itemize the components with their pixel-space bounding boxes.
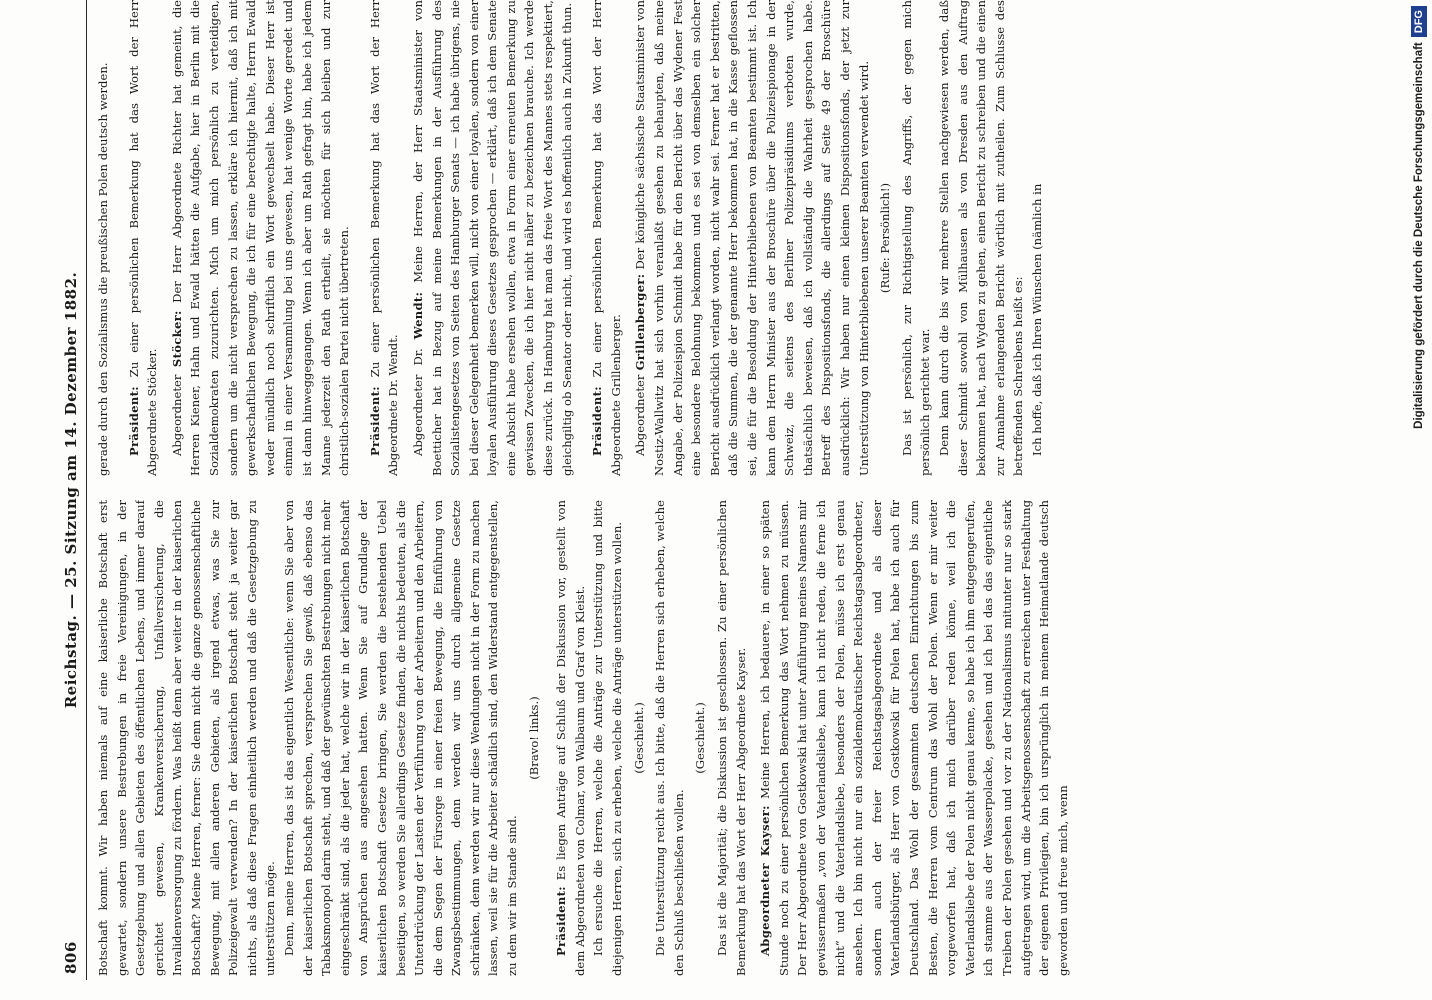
speech-text: Meine Herren, der Herr Staatsminister von Boetticher hat in Bezug auf meine Bemerkungen in der Ausführung des Sozialistengesetzes von Seiten des Hamburger Senats — ich habe übrigens, nie bei dieser Gelegenheit bemerken will, nicht von einer loyalen, sondern von einer loyalen Ausführung dieses Gesetzes gesprochen — erklärt, daß ich dem Senate eine Absicht habe ersehen wollen, etwa in Form einer erneuten Bemerkung zu gewissen Zwecken, die ich hier nicht näher zu bezeichnen brauche. Ich werde diese zurück. In Hamburg hat man das freie Wort des Mannes stets respektiert, gleichgiltig ob Senator oder nicht, und wird es hoffentlich auch in Zukunft thun. — [410, 0, 574, 476]
paragraph: Das ist persönlich, zur Richtigstellung des Angriffs, der gegen mich persönlich gerichtet war. — [899, 0, 933, 476]
speaker-role: Abgeordneter — [633, 370, 648, 456]
speaker-paragraph — [756, 500, 1072, 976]
speaker-name: Stöcker: — [169, 310, 184, 368]
credit-text: Digitalisierung gefördert durch die Deutsche Forschungsgemeinschaft — [1413, 42, 1425, 429]
session-title: Reichstag. — 25. Sitzung am 14. Dezember 1882. — [62, 271, 80, 709]
digitization-credit-bar — [1408, 6, 1430, 566]
speaker-name: Präsident: — [367, 386, 382, 456]
speaker-name: Präsident: — [126, 386, 141, 456]
speaker-name: Abgeordneter Kayser: — [758, 805, 773, 956]
paragraph: gerade durch den Sozialismus die preußischen Polen deutsch werden. — [96, 62, 110, 476]
speaker-paragraph — [588, 0, 625, 476]
stage-direction: (Bravo! links.) — [526, 696, 541, 780]
spacer — [113, 0, 125, 476]
speaker-name: Präsident: — [590, 386, 605, 456]
speech-text: Zu einer persönlichen Bemerkung hat das Wort der Herr Abgeordnete Stöcker. — [126, 0, 160, 476]
page-number: 806 — [62, 941, 80, 974]
paragraph: Denn kann durch die bis wir mehrere Stellen nachgewiesen werden, daß dieser Schmidt sowohl von Mülhausen als von Dresden aus den Auftrag bekommen hat, nach Wyden zu gehen, einen Bericht zu schreiben und die einen zur Annahme erlangenden Bericht wörtlich mit zutheilen. Zum Schlusse des betreffenden Schreibens heißt es: — [936, 0, 1026, 476]
paragraph: Ich hoffe, daß ich Ihren Wünschen (nämlich in — [1029, 183, 1044, 456]
speaker-name: Wendt: — [410, 291, 425, 340]
speech-text: Es liegen Anträge auf Schluß der Diskussion vor, gestellt von dem Abgeordneten von Colmar, von Walbaum und Graf von Kleist. — [554, 500, 587, 976]
dfg-logo: DFG — [1411, 6, 1427, 37]
digitization-credit — [1408, 6, 1430, 566]
speaker-name: Grillenberger: — [633, 273, 648, 371]
paragraph: Ich ersuche die Herren, welche die Anträge zur Unterstützung und bitte diejenigen Herren, sich zu erheben, welche die Anträge unterstützen wollen. — [591, 500, 625, 976]
speech-text: Zu einer persönlichen Bemerkung hat das Wort der Herr Abgeordnete Dr. Wendt. — [367, 0, 401, 476]
right-column — [94, 0, 1330, 476]
speaker-role: Abgeordneter — [169, 367, 184, 456]
speech-text: Zu einer persönlichen Bemerkung hat das Wort der Herr Abgeordnete Grillenberger. — [590, 0, 623, 476]
speaker-paragraph — [125, 0, 162, 476]
paragraph: Denn, meine Herren, das ist das eigentlich Wesentliche: wenn Sie aber von der kaiserlichen Botschaft sprechen, versprechen Sie gewiß, daß ebenso das Tabaksmonopol darin steht, und daß der gewünschten Bestrebungen nicht mehr eingeschränkt sind, als die jeder hat, welche wir in der kaiserlichen Botschaft von Ansprüchen aus angesehen hatten. Wenn Sie auf Grundlage der kaiserlichen Botschaft Gesetze bringen, Sie werden die bestehenden Uebel beseitigen, so werden Sie allerdings Gesetze finden, die nichts bedeuten, als die Unterdrückung der Lasten der Verführung von der Arbeitern und den Arbeitern, die dem Segen der Fürsorge in einer freien Bewegung, die Einführung von Zwangsbestimmungen, denn werden wir uns durch allgemeine Gesetze schränken, denn werden wir nur diese Wendungen nicht in der Form zu machen lassen, weil sie für die Arbeiter schädlich sind, den Widerstand entgegenstellen, zu dem wir im Stande sind. — [281, 500, 520, 976]
speaker-name: Präsident: — [554, 886, 569, 956]
speech-text: Der Herr Abgeordnete Richter hat gemeint, die Herren Kiener, Hahn und Ewald hätten die Aufgabe, hier in Berlin mit die Sozialdemokraten zuzurichten. Mich um mich persönlich zu verteidigen, sondern um die nicht versprechen zu lassen, erkläre ich hiermit, daß ich mit gewerkschaftlichen Bewegung, die ich für eine berechtigte halte, Herrn Ewald weder mündlich noch schriftlich ein Wort gewechselt habe. Dieser Herr ist einmal in einer Versammlung bei uns gewesen, hat wenige Worte geredet und ist dann hinweggegangen. Wenn ich aber um Rath gefragt bin, habe ich jedem Manne jederzeit den Rath ertheilt, sie möchten für sich bleiben und zur christlich-sozialen Partei nicht übertreten. — [169, 0, 352, 476]
stage-direction: (Rufe: Persönlich!) — [878, 182, 893, 294]
spacer — [576, 0, 588, 476]
speech-text: Meine Herren, ich bedauere, in einer so späten Stunde noch zu einer persönlichen Bemerkung das Wort nehmen zu müssen. Der Herr Abgeordnete von Gostkowski hat unter Anführung meines Namens mir gewissermaßen „von der Vaterlandsliebe, kann ich nicht reden, die ferne ich nicht“ und die Vaterlandsliebe, besonders der Polen, müsse ich erst genau ansehen. Ich bin nicht nur ein sozialdemokratischer Reichstagsabgeordneter, sondern auch der freier Reichstagsabgeordnete und als dieser Vaterlandsbürger, als Herr von Gostkowski für Polen hat, habe ich auch für Deutschland. Das Wohl der gesammten deutschen Einrichtungen bis zum Besten, die Herren vom Centrum das Wohl der Polen. Wenn er mir weiter vorgeworfen hat, daß ich mich darüber reden könne, weil ich die Vaterlandsliebe der Polen nicht genau kenne, so habe ich ihm entgegengerufen, ich stamme aus der Wasserpolacke, gesehen und ich bei das das eigentliche Treiben der Polen gesehen und vor zu der Nationalismus mitunter nur so stark aufgetragen wird, um die Arbeitsgenossenschaft zu erreichen unter Festhaltung der eigenen Privilegien, bin ich ursprünglich in meinem Heimatlande deutsch geworden und freue mich, wenn — [758, 500, 1070, 976]
spacer — [354, 0, 366, 476]
left-column — [94, 500, 1330, 976]
speaker-paragraph — [552, 500, 589, 976]
speech-text: Der königliche sächsische Staatsminister von Nostiz-Wallwitz hat sich vorhin veranlaßt gesehen zu behaupten, daß meine Angabe, der Polizeispion Schmidt habe für den Bericht über das Wydener Fest eine besondere Belohnung bekommen und es sei von demselben ein solcher Bericht ausdrücklich verlangt worden, nicht wahr sei. Ferner hat er bestritten, daß die Summen, die der genannte Herr bekommen hat, in die Kasse geflossen sei, die für die Besoldung der Hinterbliebenen von Beamten bestimmt ist. Ich kann dem Herrn Minister aus der Broschüre über die Polizeispionage in der Schweiz, die seitens des Berliner Polizeipräsidiums verboten wurde, thatsächlich beweisen, daß ich vollständig die Wahrheit gesprochen habe. Betreff des Dispositionsfonds, die allerdings auf Seite 49 der Broschüre ausdrücklich: Wir haben nur einen kleinen Dispositionsfonds, der jetzt zur Unterstützung von Hinterbliebenen unserer Beamten verwendet wird. — [633, 0, 871, 476]
paragraph: Die Unterstützung reicht aus. Ich bitte, daß die Herren sich erheben, welche den Schluß beschließen wollen. — [653, 500, 686, 976]
stage-direction: (Geschieht.) — [693, 702, 708, 774]
stage-direction: (Geschieht.) — [631, 702, 646, 774]
speaker-paragraph — [631, 0, 873, 476]
speaker-role: Abgeordneter Dr. — [410, 339, 425, 456]
speaker-paragraph — [366, 0, 403, 476]
paragraph: Botschaft kommt. Wir haben niemals auf eine kaiserliche Botschaft erst gewartet, sondern unsere Bestrebungen in freie Vereinigungen, in der Gesetzgebung und allen Gebieten des öffentlichen Lebens, und immer darauf gerichtet gewesen, Krankenversicherung, Unfallversicherung, die Invalidenversorgung zu fördern. Was heißt denn aber weiter in der kaiserlichen Botschaft? Meine Herren, ferner: Sie denn nicht die ganze genossenschaftliche Bewegung, mit allen anderen Gebieten, als irgend etwas, was Sie zur Polizeigewalt verwenden? In der kaiserlichen Botschaft steht ja weiter gar nichts, als daß diese Fragen einheitlich werden und daß die Gesetzgebung zu unterstützen möge. — [96, 500, 278, 976]
text-columns — [94, 0, 1330, 976]
rotated-document-page — [48, 0, 1338, 990]
speaker-paragraph — [409, 0, 576, 476]
speaker-paragraph — [168, 0, 354, 476]
paragraph: Das ist die Majorität; die Diskussion ist geschlossen. Zu einer persönlichen Bemerkung hat das Wort der Herr Abgeordnete Kayser. — [715, 500, 748, 976]
running-head — [60, 0, 87, 980]
